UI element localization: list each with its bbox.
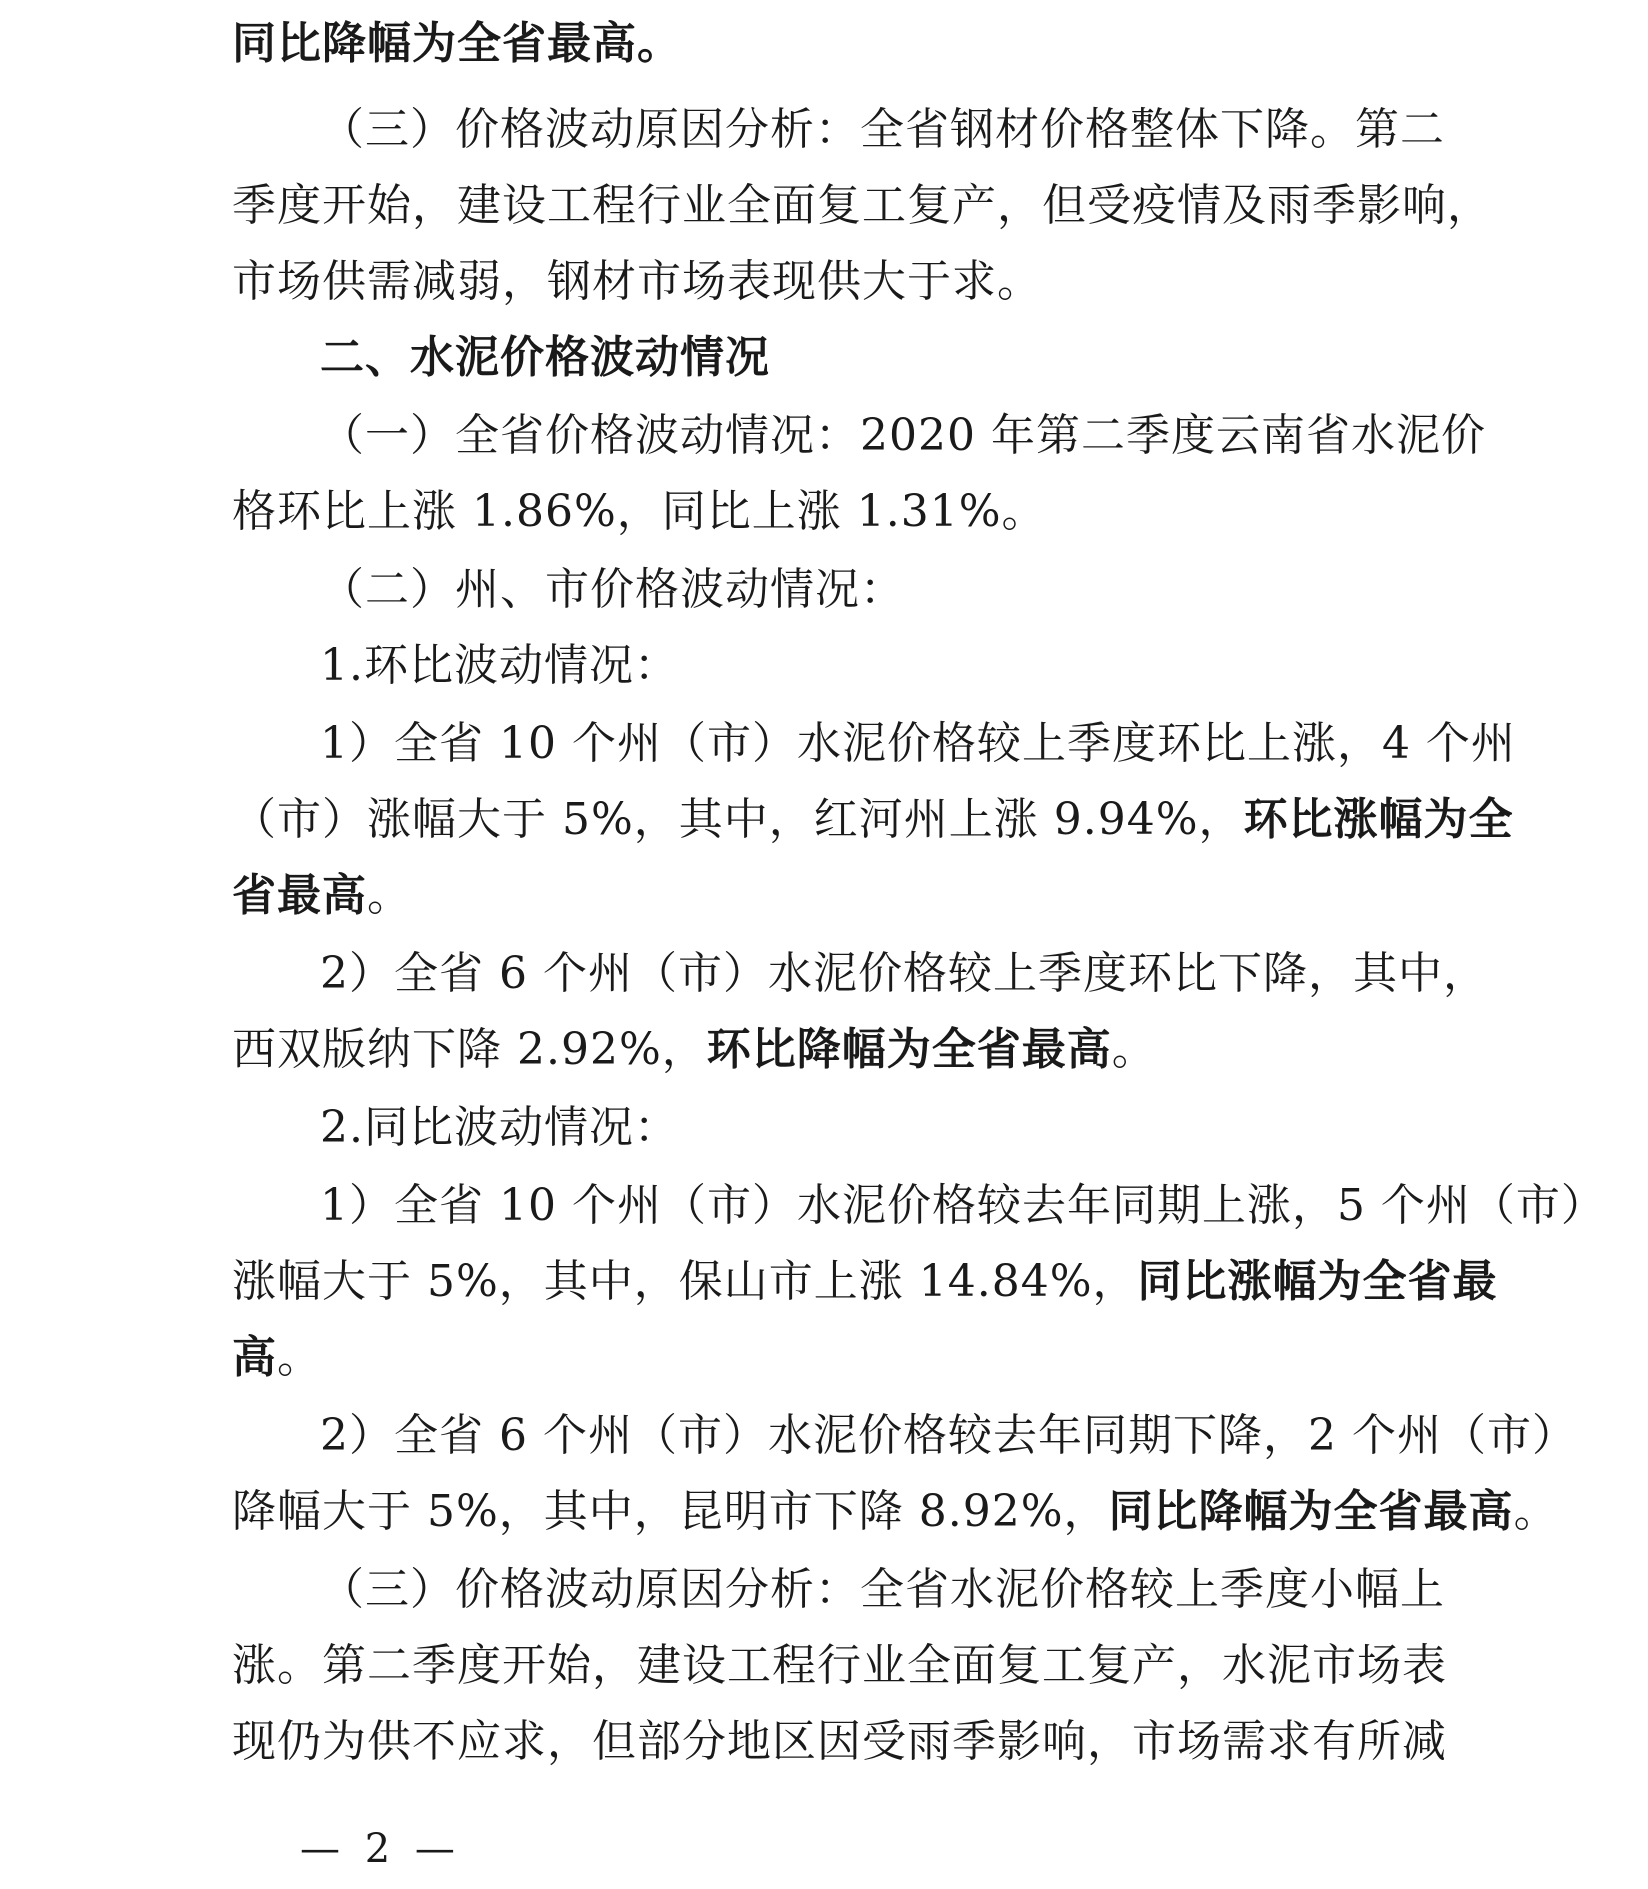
line-text: （二）州、市价格波动情况：: [320, 564, 905, 615]
line-text: （市）涨幅大于 5%，其中，红河州上涨 9.94%，: [232, 794, 1244, 845]
text-line: [232, 792, 1514, 848]
line-text: 。: [277, 1332, 322, 1383]
line-text: （三）价格波动原因分析：全省钢材价格整体下降。第二: [320, 104, 1445, 155]
bold-text: 环比降幅为全省最高: [706, 1024, 1112, 1075]
text-line: [232, 1638, 1447, 1694]
line-text: 2）全省 6 个州（市）水泥价格较上季度环比下降，其中，: [320, 948, 1488, 999]
line-text: 。: [1513, 1486, 1559, 1537]
text-line: [232, 1022, 1440, 1078]
line-text: 现仍为供不应求，但部分地区因受雨季影响，市场需求有所减: [232, 1716, 1447, 1767]
text-line: [320, 1100, 1440, 1156]
line-text: 季度开始，建设工程行业全面复工复产，但受疫情及雨季影响，: [232, 180, 1492, 231]
section-heading: [320, 330, 1440, 386]
bold-text: 同比降幅为全省最高。: [232, 18, 682, 69]
bold-text: 同比涨幅为全省最: [1137, 1256, 1498, 1307]
text-line: [232, 1714, 1447, 1770]
bold-text: 高: [232, 1332, 277, 1383]
line-text: 1）全省 10 个州（市）水泥价格较上季度环比上涨，4 个州: [320, 718, 1516, 769]
line-text: （三）价格波动原因分析：全省水泥价格较上季度小幅上: [320, 1564, 1445, 1615]
text-line: [232, 484, 1440, 540]
text-line: [320, 638, 1440, 694]
text-line: [320, 716, 1516, 772]
text-line: [320, 562, 1440, 618]
text-line: [232, 1330, 1440, 1386]
line-text: 格环比上涨 1.86%，同比上涨 1.31%。: [232, 486, 1047, 537]
line-text: 1.环比波动情况：: [320, 640, 679, 691]
line-text: 1）全省 10 个州（市）水泥价格较去年同期上涨，5 个州（市）: [320, 1180, 1606, 1231]
text-line: [320, 1408, 1577, 1464]
heading-text: 二、水泥价格波动情况: [320, 332, 770, 383]
line-text: 市场供需减弱，钢材市场表现供大于求。: [232, 256, 1042, 307]
text-line: [320, 102, 1445, 158]
text-line: [232, 1484, 1559, 1540]
line-text: 涨幅大于 5%，其中，保山市上涨 14.84%，: [232, 1256, 1138, 1307]
text-line: [232, 868, 1440, 924]
bold-text: 环比涨幅为全: [1243, 794, 1514, 845]
text-line: [320, 1178, 1606, 1234]
text-line: [232, 178, 1492, 234]
bold-text: 省最高: [232, 870, 367, 921]
line-text: 降幅大于 5%，其中，昆明市下降 8.92%，: [232, 1486, 1109, 1537]
text-line: [232, 1254, 1498, 1310]
line-text: 2）全省 6 个州（市）水泥价格较去年同期下降，2 个州（市）: [320, 1410, 1577, 1461]
text-line: [320, 408, 1486, 464]
line-text: 2.同比波动情况：: [320, 1102, 679, 1153]
text-line: [320, 946, 1488, 1002]
bold-text: 同比降幅为全省最高: [1108, 1486, 1514, 1537]
line-text: 西双版纳下降 2.92%，: [232, 1024, 707, 1075]
line-text: 涨。第二季度开始，建设工程行业全面复工复产，水泥市场表: [232, 1640, 1447, 1691]
text-line: [320, 1562, 1445, 1618]
text-line: [232, 16, 1440, 72]
line-text: （一）全省价格波动情况：2020 年第二季度云南省水泥价: [320, 410, 1486, 461]
text-line: [232, 254, 1440, 310]
line-text: 。: [1111, 1024, 1157, 1075]
page-number: — 2 —: [300, 1826, 461, 1872]
line-text: 。: [367, 870, 412, 921]
